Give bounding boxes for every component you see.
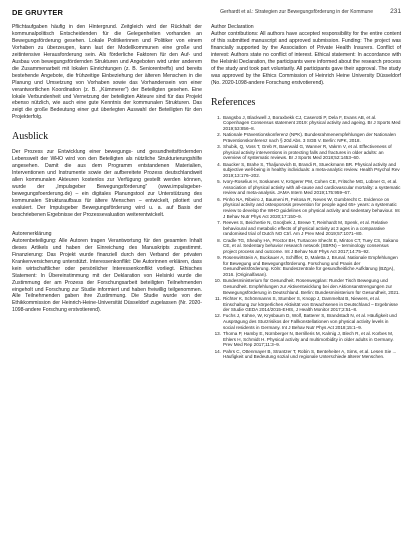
body-paragraph: Der Prozess zur Entwicklung einer bewegungs- und gesundheitsfördernden Lebenswelt der WHO wird von den Beteiligten als nützliche Strukturierungshilfe angesehen. Damit die aus dem Programm entstandenen Materialien, Interventionen und Instrumente sowie der aufbereitete Prozess deutschlandweit allen kommunalen Akteuren kostenlos zur Verfügung gestellt werden können, wurde der „Impulsgeber Bewegungsförderung“ (www.impulsgeber-bewegungsfoerderung.de) – ein digitales Planungstool zur Unterstützung des kommunalen Strukturaufbaus für ältere Menschen – entwickelt, pilotiert und evaluiert. Der Impulsgeber Bewegungsförderung wird u. a. auf Basis der beschriebenen Ergebnisse der Prozessevaluation weiterentwickelt. xyxy=(12,149,202,218)
page-header xyxy=(12,8,401,20)
reference-text: Richter K, Schönmanns S, Stumber S, Knopp J, Dammeltat B, Niewers, et al. Einschaltung zur körperlichen Aktivität von Erwachsenen in Deutschland – Ergebnisse der Studie GEDA 2014/2015-EHIS, J Health Monitor 2017;2:51–8. xyxy=(223,295,398,313)
running-head: Gerhardt et al.: Strategien zur Bewegungsförderung in der Kommune xyxy=(220,9,373,15)
reference-number: 4. xyxy=(217,161,221,167)
reference-text: Cradle TG, Sheahy HA, Proctor BH, Turtacore Shecht E, Minton CT, Tuey CS, Sakano CE, et al. Sedentary behavior research network (SBRN) – terminology consensus project process and outcome. Int J Behav Nutr Phys Act 2017;14:75–92. xyxy=(223,237,399,254)
subheading-author-declaration: Author Declaration xyxy=(211,24,254,30)
reference-number: 6. xyxy=(217,196,221,202)
reference-number: 1. xyxy=(217,114,221,120)
reference-text: Nationale Präventionskonferenz (NPK). Bundesrahmenempfehlungen der Nationalen Präventionskonferenz nach § 20d Abs. 3 SGB V. Berlin: NPK, 2018. xyxy=(223,132,396,143)
reference-text: Reeves S, Beichertie N, Gnorjbek J, Brewe T, Reinhardt M, Spenk, et al. Relative behavioural and metabolic effects of physical activity at 3 ages in a comparative randomised trial of Dutch NO Ctrl. Am J Prev Med 2019;57:1071–80. xyxy=(223,219,388,237)
left-column xyxy=(12,24,202,314)
body-paragraph: Author contributions: All authors have accepted responsibility for the entire content of this submitted manuscript and approved submission. Funding: The project was financially supported by the Association of Private Health Insurers. Conflict of interest: Authors state no conflict of interest. Ethical statement: In accordance with the Helsinki Declaration, the participants were informed about the research process of the study and took part voluntarily. All participants gave their approval. The study was approved by the Ethics Commission of Heinrich Heine University Düsseldorf (No. 2020-1098-andere Forschung erstvotierend). xyxy=(211,30,401,86)
reference-number: 10. xyxy=(214,278,221,284)
reference-text: Pinho NA, Ribeiro J, Baumeni R, Feitosa R, Neves W, Gumbrecht C. Evidence on physical activity and osteoporosis prevention for people aged 65+ years: a systematic review to develop the WHO guidelines on physical activity and sedentary behaviour. Int J Behav Nutr Phys Act 2020;17:150–9. xyxy=(223,196,400,219)
right-column xyxy=(211,24,401,360)
reference-number: 3. xyxy=(217,144,221,150)
reference-number: 9. xyxy=(217,255,221,261)
reference-number: 11. xyxy=(214,295,221,301)
reference-text: Rosenwirtstein A, Buckauer A, Schiffler, D, Maletta J, Brunal. Nationale Empfehlungen für Bewegung und Bewegungsförderung. Forschung und Praxis der Gesundheitsförderung. Köln: Bundeszentrale für gesundheitliche Aufklärung (BZgA), 2016. (Originalfasan). xyxy=(223,255,398,278)
page-number: 231 xyxy=(390,8,401,15)
reference-item xyxy=(211,313,401,330)
reference-list xyxy=(211,115,401,360)
reference-item xyxy=(211,349,401,360)
reference-item xyxy=(211,296,401,313)
reference-number: 13. xyxy=(214,330,221,336)
reference-item xyxy=(211,278,401,295)
subheading-autorenerklaerung: Autorenerklärung xyxy=(12,230,52,237)
section-heading-ausblick: Ausblick xyxy=(12,131,49,143)
reference-text: Fuchs J, Kühne, W, Krysbaum D, Wolf, Batterer S, Brandstadt N, et al. Häufigkeit und Ausprägung des Sturzrisikos der Fallkonstellationen von physical activity levels in social residents in Germany. Int J Behav Nutr Phys Act 2018;15:1–9. xyxy=(223,313,397,330)
publisher-logo: DE GRUYTER xyxy=(12,8,64,17)
reference-text: Shubik, Q, Voss T, Greb R, Baerwald G, Wanner R, Vakrm V, et al. Effectiveness of physical activity interventions in protecting falls and fractures in older adults: an overview of systematic reviews. Br J Sports Med 2018;52:1453–60. xyxy=(223,144,392,161)
reference-item xyxy=(211,132,401,143)
reference-number: 14. xyxy=(214,348,221,354)
reference-text: Baucker S, Brahe S, Thaljunovich B, Brandi R, Stueckmann BR. Physical activity and subjective well-being in healthy individuals: a meta-analytic review. Health Psychol Rev 2019;13:176–202. xyxy=(223,161,400,178)
reference-number: 2. xyxy=(217,132,221,138)
reference-number: 5. xyxy=(217,179,221,185)
section-heading-references: References xyxy=(211,96,256,108)
reference-text: Ivory-Roselius H, Soskanes V, Krögerer PM, Cohen CE, Fritsche MG, Lübner G, et al. Association of physical activity with all-cause and cardiovascular mortality: a systematic review and meta-analysis. JAMA Intern Med 2019;175:959–67. xyxy=(223,179,401,196)
reference-number: 12. xyxy=(214,313,221,319)
reference-text: Pahrs C, Ottenmayer B, Strantzer T, Robin S, Benteheiter A, Sims, et al. Lesen Sie ... Häufigkeit und Bedeutung sozial und regionale Unterschiede älterer Menschen. xyxy=(223,348,397,360)
reference-text: Bangsbo J, Blackwell J, Boraxbekk CJ, Caserotti P, Dela F, Evans AB, et al. Copenhagen Consensus statement 2019: physical activity and ageing. Br J Sports Med 2019;53:856–8. xyxy=(223,114,401,131)
reference-item xyxy=(211,255,401,278)
reference-text: Thoma P, Hamby E, Nürnberger N, Berrilleris M, Kalmig J, Blech R, et al. Korbes M, Ehlers H, Schmidt H. Physical activity and multimorbidity in older adults in Germany. Prev Med Rep 2017;11:3–9. xyxy=(223,330,394,348)
reference-item xyxy=(211,220,401,237)
reference-number: 8. xyxy=(217,237,221,243)
body-paragraph: Pflichtaufgaben häufig in den Hintergrund. Zeitgleich wird der Rückhalt der kommunalpolitisch Entscheidenden für die Gelegenheiten vorhanden an Bewegungsförderung gesehen. Lokale Politikerinnen und Politiker von einem Vorhaben zu überzeugen, kann laut der Modellkommunen eine große und zeitintensive Herausforderung sein. Als förderliche Faktoren für den Auf- und Ausbau von bewegungsfördernden Strukturen und Angeboten wird unter anderem die Zusammenarbeit mit lokalen Einrichtungen (z. B. Seniorentreffs) und bereits bestehende Angebote, die frühzeitige Einbeziehung der älteren Menschen in die Planung und Umsetzung von Vorhaben sowie das Vorhandensein von einer verantwortlichen Koordination (z. B. „Kümmerer“) der Beteiligten gesehen. Eine lokale Verbundenheit und Vernetzung der beteiligten Akteure sind für das Projekt ebenso nützlich, wie auch eine gute Kenntnis der kommunalen Strukturen. Das zeigt die große Bedeutung einer gut überlegten Auswahl der Beteiligten für den Projekterfolg. xyxy=(12,24,202,121)
reference-text: Bundesministerium für Gesundheit. Rosenwegplan: Runder Tisch Bewegung und Gesundheit. Empfehlungen zur Aktiventwicklung bei den Aktionsanstrengungen zur Bewegungsförderung in Deutschland. Berlin: Bundesministerium für Gesundheit, 2021. xyxy=(223,278,400,295)
reference-item xyxy=(211,144,401,161)
reference-item xyxy=(211,162,401,179)
reference-item xyxy=(211,238,401,255)
reference-number: 7. xyxy=(217,219,221,225)
body-paragraph: Autorenbeteiligung: Alle Autoren tragen Verantwortung für den gesamten Inhalt dieses Artikels und haben der Einreichung des Manuskripts zugestimmt. Finanzierung: Das Projekt wurde finanziell durch den Verband der privaten Krankenversicherung unterstützt. Interessenkonflikt: Die Autorinnen erklären, dass kein wirtschaftlicher oder persönlicher Interessenkonflikt vorliegt. Ethisches Statement: In Übereinstimmung mit der Deklaration von Helsinki wurde die Zustimmung der am Prozess der Forschungsarbeit beteiligten Teilnehmenden eingeholt und Forschung zur Studie informiert und haben freiwillig teilgenommen. Alle Teilnehmenden gaben ihre Zustimmung. Die Studie wurde von der Ethikkommission der Heinrich-Heine-Universität Düsseldorf zugelassen (Nr. 2020-1098-andere Forschung erstvotierend). xyxy=(12,237,202,314)
reference-item xyxy=(211,197,401,220)
reference-item xyxy=(211,331,401,348)
reference-item xyxy=(211,179,401,196)
reference-item xyxy=(211,115,401,132)
